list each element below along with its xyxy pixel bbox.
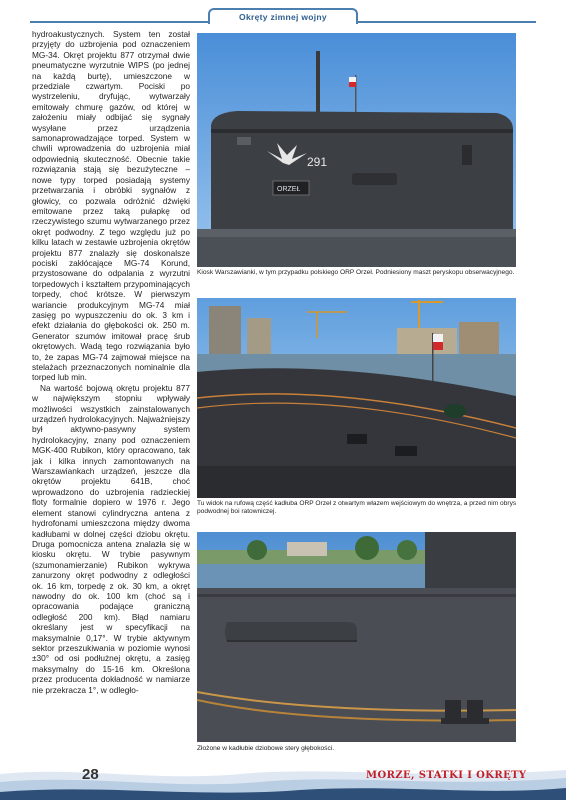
- photo-caption: Złożone w kadłubie dziobowe stery głębokości.: [197, 745, 335, 752]
- section-title: Okręty zimnej wojny: [208, 8, 358, 24]
- magazine-title: MORZE, STATKI I OKRĘTY: [366, 770, 527, 781]
- article-paragraph: hydroakustycznych. System ten został przyjęty do uzbrojenia pod oznaczeniem MG-34. Okręt projektu 877 otrzymał dwie pneumatyczne wyrzutnie WIPS (po jednej na każdą burtę), umieszczone w przedziale czwartym. Pociski po wystrzeleniu, dryfując, wytwarzały emitowały chmurę gazów, od której w założeniu miały odbijać się sygnały wysyłane przez urządzenia samonaprowadzające torped. System w chwili wprowadzenia do uzbrojenia miał odpowiednią skuteczność. Obecnie takie rozwiązania stają się bezużyteczne – nowe typy torped posiadają systemy przetwarzania i obróbki sygnałów z głowicy, co pozwala odróżnić dźwięki emitowane przez taką pułapkę od rzeczywistego szumu wytwarzanego przez okręt podwodny. Z tego względu już po kilku latach w zestawie uzbrojenia okrętów projektu 877 znalazły się doskonalsze pociski zakłócające MG-74 Korund, przystosowane do odpalania z wyrzutni torpedowych i kształtem przypominających torpedy, choć krótsze. W pierwszym wariancie produkcyjnym MG-74 miał zasięg po wypuszczeniu do ok. 3 km i efekt działania do głębokości ok. 250 m. Generator szumów imitował pracę śrub okrętowych. Wadą tego rozwiązania było to, że zapas MG-74 zajmował miejsce na stelażach przeznaczonych nominalnie dla torped lub min.: [32, 29, 190, 383]
- page-number: 28: [82, 766, 99, 783]
- article-paragraph: Na wartość bojową okrętu projektu 877 w największym stopniu wpływały możliwości wszystkich zainstalowanych urządzeń hydrolokacyjnych. Najważniejszy był aktywno-pasywny system hydrolokacyjny, znany pod oznaczeniem MGK-400 Rubikon, który opracowano, tak jak i kilka innych zamontowanych na Warszawiankach urządzeń, jeszcze dla okrętów projektu 641B, choć wprowadzono do uzbrojenia radzieckiej floty formalnie dopiero w 1976 r. Jego element stanowi cylindryczna antena z hydrofonami umieszczona między dwoma kadłubami w dolnej części dziobu okrętu. Druga pomocnicza antena znalazła się w kiosku okrętu. W trybie pasywnym (szumonamierzanie) Rubikon wykrywa zanurzony okręt podwodny z odległości ok. 16 km, torpedę z ok. 30 km, a okręt nawodny do ok. 100 km (choć są i opracowania podające graniczną odległość 200 km). Błąd namiaru określany jest w specyfikacji na maksymalnie 0,17°. W trybie aktywnym sektor przeszukiwania w poziomie wynosi ±30° od osi podłużnej okrętu, a zasięg maksymalny do 15-16 km. Określona przez producenta dokładność w namiarze nie przekracza 1°, w odległo-: [32, 382, 190, 695]
- photo-stern-hatch: [197, 298, 516, 498]
- hull-number: 291: [307, 155, 328, 169]
- photo-conning-tower: [197, 33, 516, 267]
- name-plate: ORZEŁ: [277, 186, 301, 193]
- article-text-column: [32, 29, 190, 695]
- photo-caption: Kiosk Warszawianki, w tym przypadku polskiego ORP Orzeł. Podniesiony maszt peryskopu obserwacyjnego.: [197, 269, 515, 276]
- page-header: [0, 0, 566, 24]
- photo-bow-planes: [197, 532, 516, 742]
- photo-caption: Tu widok na rufową część kadłuba ORP Orzeł z otwartym włazem wejściowym do wnętrza, a przed nim obrys podwodnej boi ratowniczej.: [197, 500, 517, 516]
